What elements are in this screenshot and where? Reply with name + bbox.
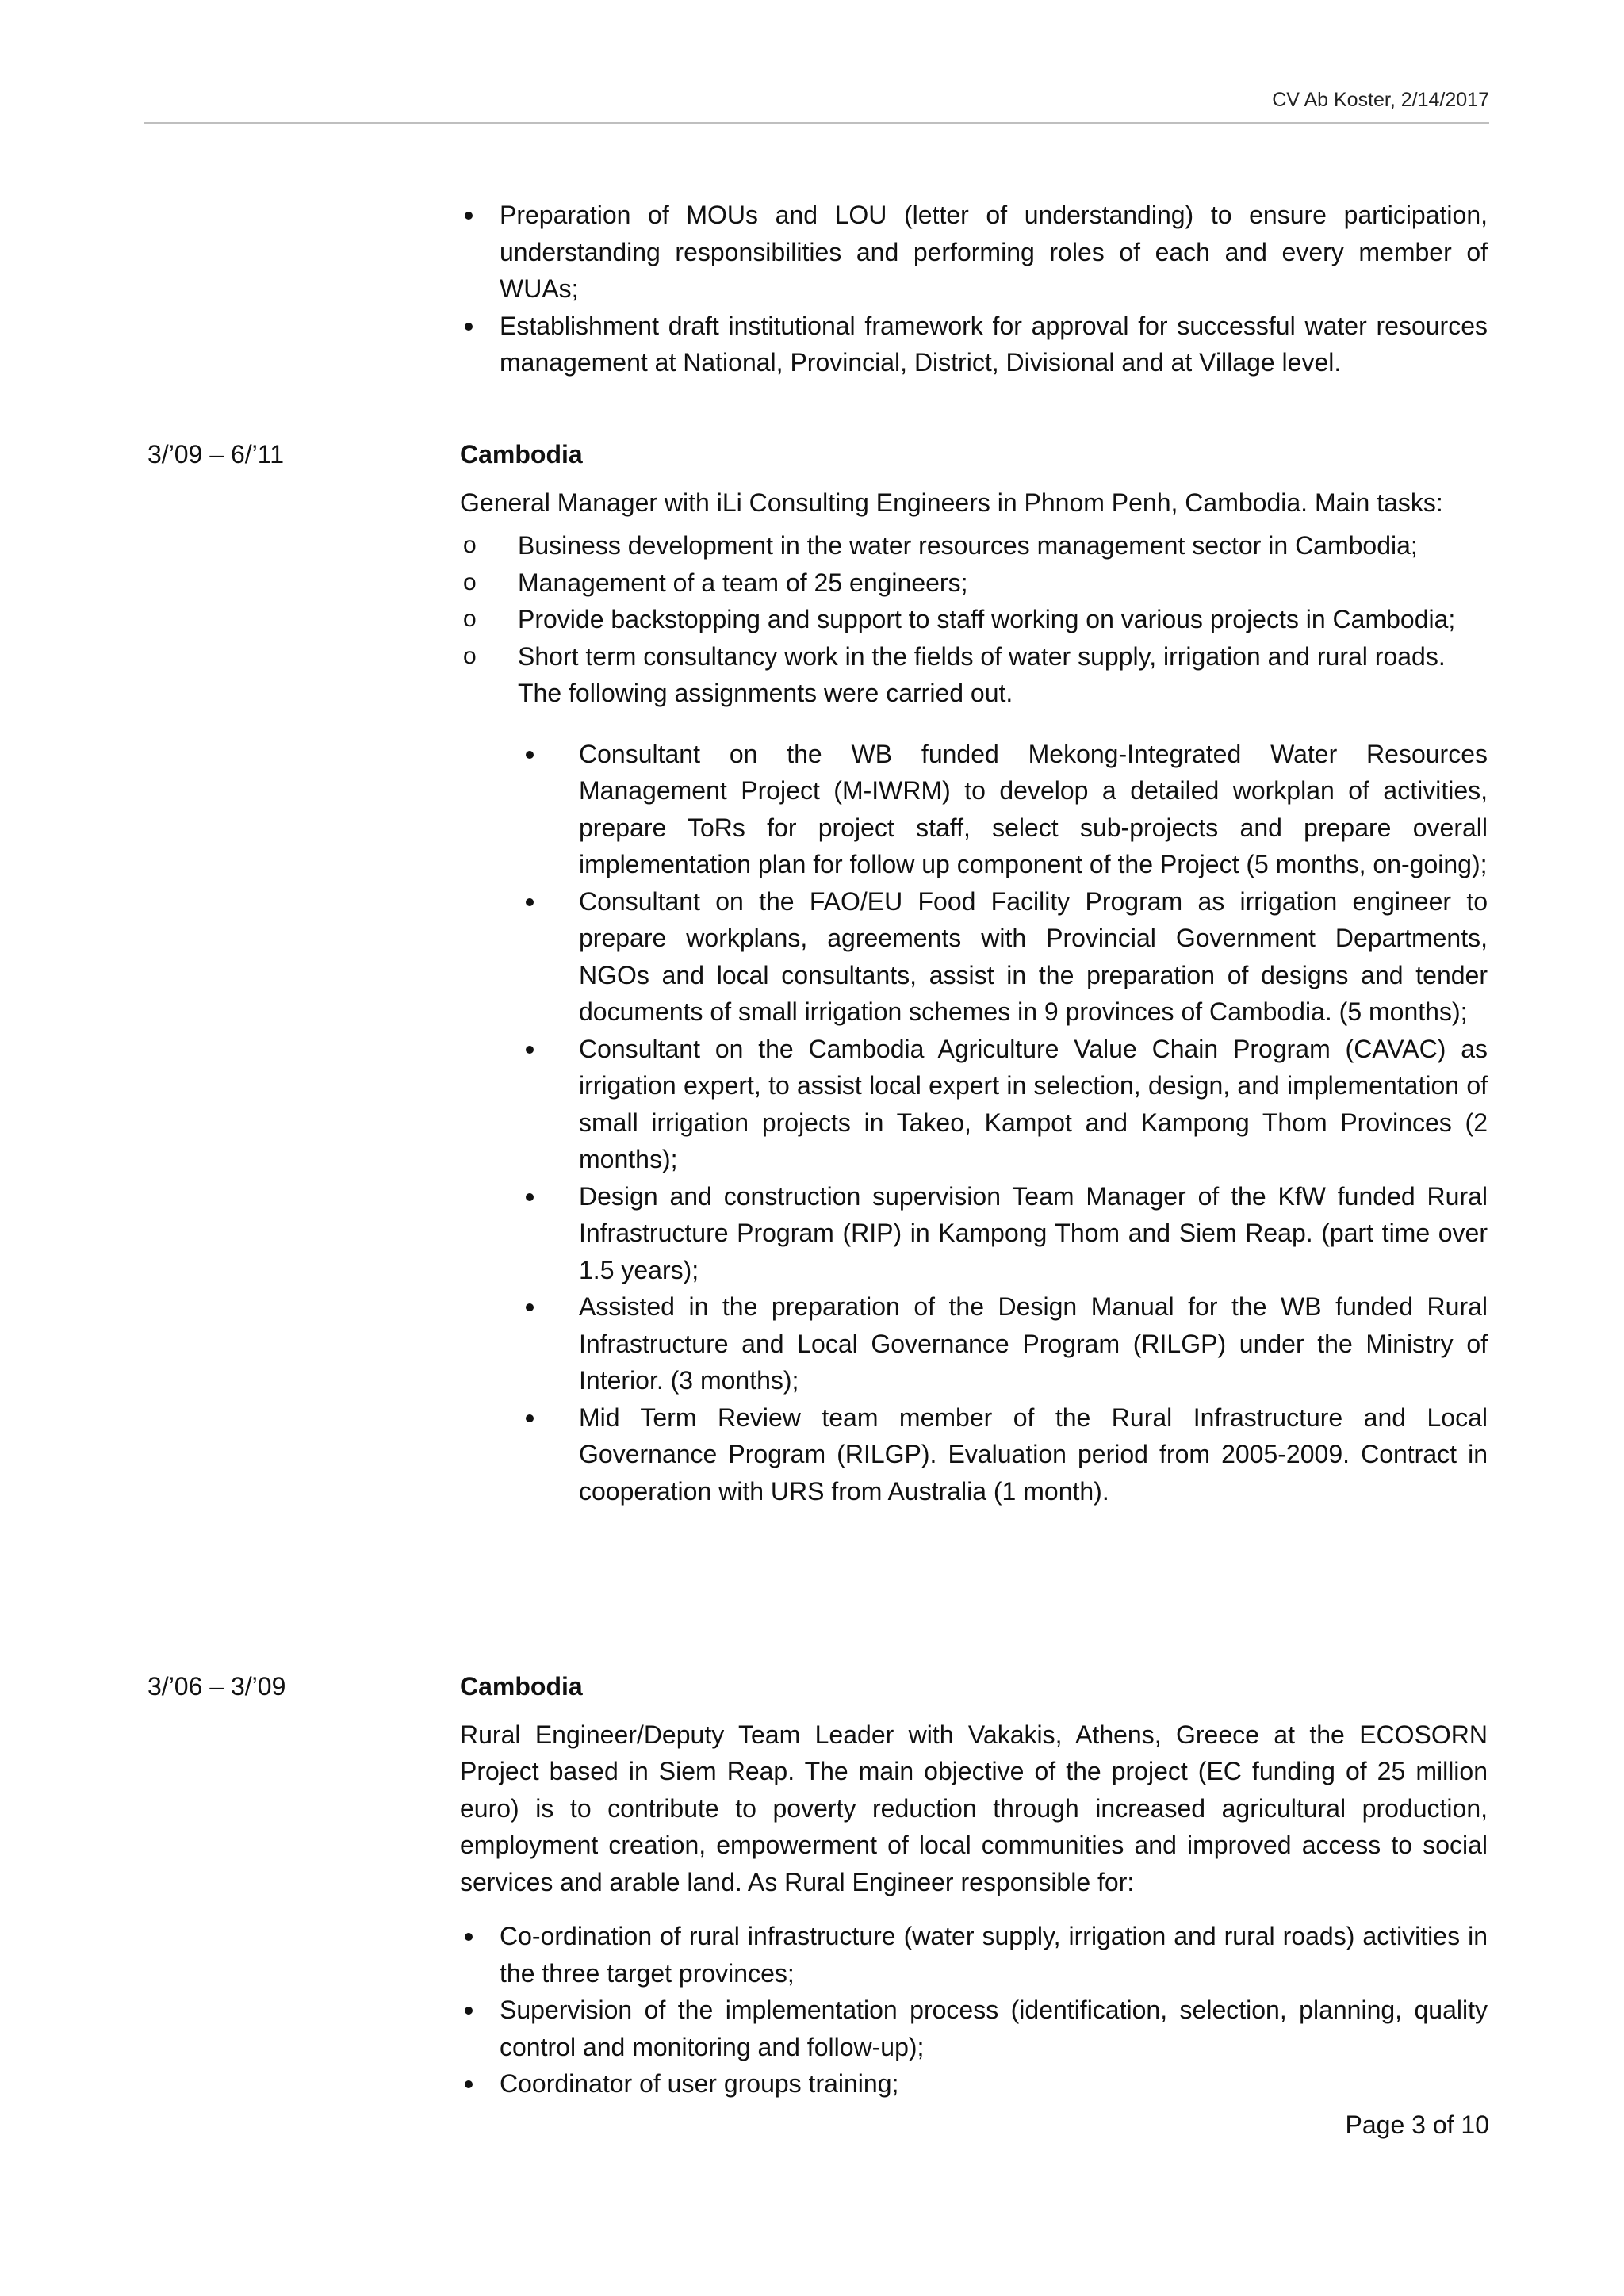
section-date: 3/’06 – 3/’09 [147, 1672, 286, 1701]
list-item: Supervision of the implementation process (identification, selection, planning, quality control and monitoring and follow-up); [460, 1992, 1488, 2065]
bullet-icon [465, 1933, 473, 1941]
list-item: o Short term consultancy work in the fields of water supply, irrigation and rural roads. The following assignments were carried out. [460, 638, 1488, 712]
bullet-icon [465, 212, 473, 220]
bullet-icon [526, 1046, 534, 1054]
assignment-list [519, 736, 1488, 1510]
bullet-icon [526, 898, 534, 906]
bullet-icon [526, 751, 534, 759]
bullet-icon [526, 1303, 534, 1311]
list-item: o Provide backstopping and support to staff working on various projects in Cambodia; [460, 601, 1488, 638]
list-item: Establishment draft institutional framework for approval for successful water resources management at National, Provincial, District, Divisional and at Village level. [460, 308, 1488, 381]
section-cambodia-2009 [460, 436, 1488, 1510]
section-cambodia-2006 [460, 1668, 1488, 2103]
page-number: Page 3 of 10 [1345, 2110, 1489, 2139]
list-item: Coordinator of user groups training; [460, 2065, 1488, 2103]
list-item: Assisted in the preparation of the Design Manual for the WB funded Rural Infrastructure and Local Governance Program (RILGP) under the Ministry of Interior. (3 months); [519, 1288, 1488, 1399]
bullet-icon [465, 2007, 473, 2015]
circle-bullet-icon: o [463, 642, 477, 669]
section-title: Cambodia [460, 440, 583, 469]
intro-block [460, 197, 1488, 381]
list-item: Design and construction supervision Team Manager of the KfW funded Rural Infrastructure Program (RIP) in Kampong Thom and Siem Reap. (part time over 1.5 years); [519, 1178, 1488, 1289]
section-description: Rural Engineer/Deputy Team Leader with Vakakis, Athens, Greece at the ECOSORN Project based in Siem Reap. The main objective of the project (EC funding of 25 million euro) is to contribute to poverty reduction through increased agricultural production, employment creation, empowerment of local communities and improved access to social services and arable land. As Rural Engineer responsible for: [460, 1720, 1488, 1896]
page-header [144, 89, 1489, 124]
list-item: Preparation of MOUs and LOU (letter of understanding) to ensure participation, understanding responsibilities and performing roles of each and every member of WUAs; [460, 197, 1488, 308]
section-description: General Manager with iLi Consulting Engineers in Phnom Penh, Cambodia. Main tasks: [460, 488, 1443, 517]
circle-bullet-icon: o [463, 532, 477, 558]
intro-bullet-list [460, 197, 1488, 381]
list-item: Consultant on the WB funded Mekong-Integrated Water Resources Management Project (M-IWRM) to develop a detailed workplan of activities, prepare ToRs for project staff, select sub-projects and prepare overall implementation plan for follow up component of the Project (5 months, on-going); [519, 736, 1488, 883]
bullet-icon [465, 323, 473, 331]
circle-bullet-icon: o [463, 606, 477, 632]
circle-bullet-icon: o [463, 568, 477, 595]
list-item: Mid Term Review team member of the Rural Infrastructure and Local Governance Program (RILGP). Evaluation period from 2005-2009. Contract in cooperation with URS from Australia (1 month). [519, 1399, 1488, 1510]
list-item: Co-ordination of rural infrastructure (water supply, irrigation and rural roads) activities in the three target provinces; [460, 1918, 1488, 1992]
bullet-icon [526, 1414, 534, 1422]
list-item: o Business development in the water resources management sector in Cambodia; [460, 527, 1488, 564]
section-title: Cambodia [460, 1672, 583, 1701]
list-item: Consultant on the FAO/EU Food Facility Program as irrigation engineer to prepare workplans, agreements with Provincial Government Departments, NGOs and local consultants, assist in the preparation of designs and tender documents of small irrigation schemes in 9 provinces of Cambodia. (5 months); [519, 883, 1488, 1031]
section-date: 3/’09 – 6/’11 [147, 440, 284, 469]
list-item: o Management of a team of 25 engineers; [460, 564, 1488, 602]
bullet-icon [465, 2080, 473, 2088]
task-list [460, 527, 1488, 712]
responsibility-list [460, 1918, 1488, 2103]
bullet-icon [526, 1193, 534, 1201]
header-text: CV Ab Koster, 2/14/2017 [1272, 89, 1489, 111]
list-item: Consultant on the Cambodia Agriculture Value Chain Program (CAVAC) as irrigation expert, to assist local expert in selection, design, and implementation of small irrigation projects in Takeo, Kampot and Kampong Thom Provinces (2 months); [519, 1031, 1488, 1178]
